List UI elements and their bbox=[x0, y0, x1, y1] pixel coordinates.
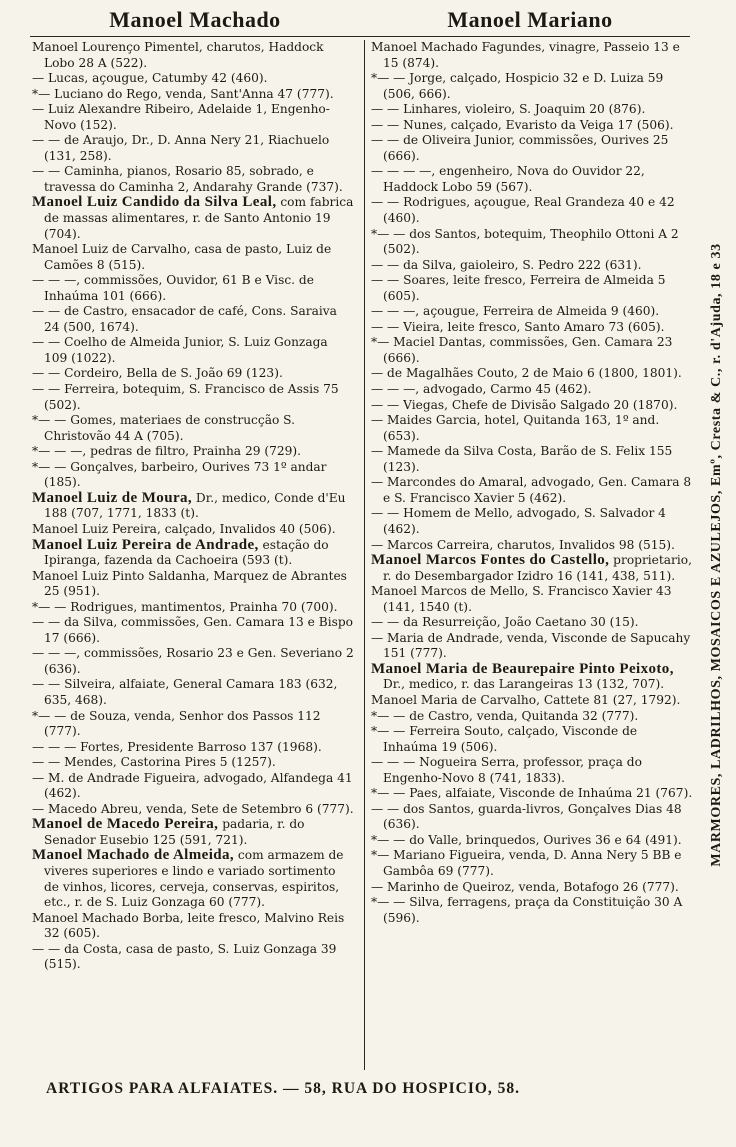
directory-entry bbox=[32, 911, 354, 942]
entry-text: *— — dos Santos, botequim, Theophilo Ottoni A 2 (502). bbox=[371, 226, 679, 257]
entry-text: — Macedo Abreu, venda, Sete de Setembro 6 (777). bbox=[32, 801, 354, 816]
entry-text: — — —, commissões, Ouvidor, 61 B e Visc. de Inhaúma 101 (666). bbox=[32, 273, 314, 303]
directory-entry bbox=[32, 600, 354, 616]
directory-entry bbox=[371, 320, 695, 336]
entry-text: padaria, r. do Senador Eusebio 125 (591, 721). bbox=[44, 817, 305, 847]
directory-entry bbox=[32, 771, 354, 802]
directory-entry bbox=[371, 444, 695, 475]
directory-entry bbox=[371, 164, 695, 195]
entry-text: — Maria de Andrade, venda, Visconde de Sapucahy 151 (777). bbox=[371, 630, 691, 661]
directory-entry bbox=[371, 786, 695, 802]
entry-text: — — —, commissões, Rosario 23 e Gen. Severiano 2 (636). bbox=[32, 646, 354, 676]
directory-entry bbox=[371, 133, 695, 164]
directory-entry bbox=[371, 227, 695, 258]
directory-entry bbox=[371, 118, 695, 134]
entry-text: *— — —, pedras de filtro, Prainha 29 (729). bbox=[32, 444, 301, 459]
entry-text: estação do Ipiranga, fazenda da Cachoeira (593 (t). bbox=[44, 537, 329, 568]
directory-entry bbox=[32, 460, 354, 491]
directory-entry bbox=[371, 71, 695, 102]
entry-text: Dr., medico, Conde d'Eu 188 (707, 1771, 1833 (t). bbox=[44, 490, 346, 521]
directory-entry bbox=[371, 475, 695, 506]
entry-text: Manoel Marcos de Mello, S. Francisco Xavier 43 (141, 1540 (t). bbox=[371, 584, 672, 614]
directory-entry bbox=[371, 398, 695, 414]
footer-advertisement: ARTIGOS PARA ALFAIATES. — 58, RUA DO HOSPICIO, 58. bbox=[46, 1080, 521, 1097]
directory-entry bbox=[371, 693, 695, 709]
directory-entry bbox=[32, 133, 354, 164]
entry-heading: Manoel de Macedo Pereira, bbox=[32, 816, 219, 833]
directory-entry bbox=[32, 677, 354, 708]
side-advertisement bbox=[700, 40, 734, 1070]
entry-text: — — — Fortes, Presidente Barroso 137 (1968). bbox=[32, 739, 322, 754]
directory-entry bbox=[32, 87, 354, 103]
directory-entry bbox=[371, 40, 695, 71]
directory-entry bbox=[32, 273, 354, 304]
entry-text: — — Rodrigues, açougue, Real Grandeza 40 e 42 (460). bbox=[371, 195, 675, 226]
entry-text: Manoel Lourenço Pimentel, charutos, Haddock Lobo 28 A (522). bbox=[32, 40, 324, 70]
entry-text: — Marcondes do Amaral, advogado, Gen. Camara 8 e S. Francisco Xavier 5 (462). bbox=[371, 475, 692, 505]
directory-entry bbox=[32, 755, 354, 771]
entry-text: — de Magalhães Couto, 2 de Maio 6 (1800, 1801). bbox=[371, 366, 682, 381]
entry-text: *— — Jorge, calçado, Hospicio 32 e D. Luiza 59 (506, 666). bbox=[371, 71, 664, 101]
entry-text: — — —, açougue, Ferreira de Almeida 9 (460). bbox=[371, 304, 660, 319]
directory-entry bbox=[371, 709, 695, 725]
entry-text: — — Nunes, calçado, Evaristo da Veiga 17 (506). bbox=[371, 117, 674, 132]
directory-entry bbox=[371, 366, 695, 382]
entry-text: Manoel Luiz Pereira, calçado, Invalidos 40 (506). bbox=[32, 521, 336, 536]
directory-entry bbox=[32, 569, 354, 600]
entry-text: — Lucas, açougue, Catumby 42 (460). bbox=[32, 71, 268, 86]
entry-text: — — de Araujo, Dr., D. Anna Nery 21, Riachuelo (131, 258). bbox=[32, 133, 330, 163]
directory-entry bbox=[371, 382, 695, 398]
entry-heading: Manoel Luiz de Moura, bbox=[32, 489, 193, 506]
entry-heading: Manoel Marcos Fontes do Castello, bbox=[371, 552, 610, 569]
directory-entry bbox=[32, 802, 354, 818]
entry-text: *— — Gomes, materiaes de construcção S. Christovão 44 A (705). bbox=[32, 413, 295, 443]
directory-entry bbox=[32, 40, 354, 71]
directory-entry bbox=[32, 382, 354, 413]
entry-text: *— — de Souza, venda, Senhor dos Passos 112 (777). bbox=[32, 708, 321, 739]
directory-entry bbox=[32, 848, 354, 910]
entry-text: *— — de Castro, venda, Quitanda 32 (777). bbox=[371, 708, 639, 723]
directory-entry bbox=[371, 273, 695, 304]
entry-text: com fabrica de massas alimentares, r. de Santo Antonio 19 (704). bbox=[44, 195, 354, 241]
entry-text: Manoel Machado Fagundes, vinagre, Passeio 13 e 15 (874). bbox=[371, 40, 680, 70]
entry-text: — — Viegas, Chefe de Divisão Salgado 20 (1870). bbox=[371, 397, 678, 412]
entry-text: — — da Costa, casa de pasto, S. Luiz Gonzaga 39 (515). bbox=[32, 941, 337, 972]
side-banner-text: MARMORES, LADRILHOS, MOSAICOS E AZULEJOS, Emº, Cresta & C., r. d'Ajuda, 18 e 33 bbox=[709, 243, 724, 867]
entry-text: — — dos Santos, guarda-livros, Gonçalves Dias 48 (636). bbox=[371, 801, 682, 832]
directory-entry bbox=[371, 538, 695, 554]
directory-entry bbox=[32, 942, 354, 973]
directory-entry bbox=[371, 755, 695, 786]
directory-entry bbox=[371, 615, 695, 631]
entry-text: — — Homem de Mello, advogado, S. Salvador 4 (462). bbox=[371, 506, 666, 536]
directory-entry bbox=[32, 817, 354, 848]
directory-entry bbox=[371, 506, 695, 537]
entry-heading: Manoel Maria de Beaurepaire Pinto Peixoto, bbox=[371, 660, 674, 677]
header-right: Manoel Mariano bbox=[447, 7, 613, 32]
directory-entry bbox=[32, 444, 354, 460]
directory-entry bbox=[32, 366, 354, 382]
entry-text: — — Coelho de Almeida Junior, S. Luiz Gonzaga 109 (1022). bbox=[32, 335, 328, 365]
directory-entry bbox=[371, 102, 695, 118]
entry-text: — — —, advogado, Carmo 45 (462). bbox=[371, 382, 592, 397]
directory-entry bbox=[371, 802, 695, 833]
directory-entry bbox=[371, 895, 695, 926]
entry-text: Manoel Luiz de Carvalho, casa de pasto, Luiz de Camões 8 (515). bbox=[32, 242, 332, 272]
entry-text: *— Maciel Dantas, commissões, Gen. Camara 23 (666). bbox=[371, 335, 673, 365]
entry-text: proprietario, r. do Desembargador Izidro 16 (141, 438, 511). bbox=[383, 553, 692, 583]
directory-entry bbox=[371, 258, 695, 274]
directory-entry bbox=[32, 522, 354, 538]
directory-entry bbox=[32, 615, 354, 646]
entry-text: *— — Gonçalves, barbeiro, Ourives 73 1º andar (185). bbox=[32, 459, 327, 490]
entry-text: — — de Castro, ensacador de café, Cons. Saraiva 24 (500, 1674). bbox=[32, 304, 337, 334]
entry-text: — — Linhares, violeiro, S. Joaquim 20 (876). bbox=[371, 102, 646, 117]
entry-text: — Luiz Alexandre Ribeiro, Adelaide 1, Engenho-Novo (152). bbox=[32, 102, 330, 132]
entry-text: *— — do Valle, brinquedos, Ourives 36 e 64 (491). bbox=[371, 832, 682, 847]
directory-entry bbox=[371, 553, 695, 584]
entry-text: *— Mariano Figueira, venda, D. Anna Nery 5 BB e Gambôa 69 (777). bbox=[371, 848, 682, 878]
directory-entry bbox=[32, 335, 354, 366]
directory-entry bbox=[32, 71, 354, 87]
entry-text: — — Caminha, pianos, Rosario 85, sobrado, e travessa do Caminha 2, Andarahy Grande (737). bbox=[32, 164, 343, 194]
directory-entry bbox=[371, 724, 695, 755]
right-column bbox=[371, 40, 695, 926]
directory-entry bbox=[371, 584, 695, 615]
entry-text: — Maides Garcia, hotel, Quitanda 163, 1º and. (653). bbox=[371, 413, 660, 443]
entry-text: *— Luciano do Rego, venda, Sant'Anna 47 (777). bbox=[32, 86, 334, 101]
directory-entry bbox=[371, 833, 695, 849]
directory-entry bbox=[371, 304, 695, 320]
column-divider bbox=[364, 40, 365, 1070]
entry-text: — — Cordeiro, Bella de S. João 69 (123). bbox=[32, 366, 283, 381]
directory-entry bbox=[32, 242, 354, 273]
directory-entry bbox=[371, 848, 695, 879]
entry-heading: Manoel Luiz Candido da Silva Leal, bbox=[32, 194, 277, 211]
left-column bbox=[32, 40, 354, 973]
entry-text: *— — Ferreira Souto, calçado, Visconde de Inhaúma 19 (506). bbox=[371, 724, 638, 754]
directory-entry bbox=[32, 709, 354, 740]
entry-text: — — da Silva, gaioleiro, S. Pedro 222 (631). bbox=[371, 257, 642, 272]
entry-text: — — — —, engenheiro, Nova do Ouvidor 22, Haddock Lobo 59 (567). bbox=[371, 164, 645, 194]
directory-entry bbox=[32, 304, 354, 335]
directory-entry bbox=[371, 880, 695, 896]
entry-text: Manoel Maria de Carvalho, Cattete 81 (27, 1792). bbox=[371, 692, 681, 707]
entry-text: — — da Resurreição, João Caetano 30 (15). bbox=[371, 615, 639, 630]
entry-text: — — Vieira, leite fresco, Santo Amaro 73 (605). bbox=[371, 319, 665, 334]
entry-text: — Marcos Carreira, charutos, Invalidos 98 (515). bbox=[371, 537, 675, 552]
entry-heading: Manoel Luiz Pereira de Andrade, bbox=[32, 536, 259, 553]
entry-text: — — da Silva, commissões, Gen. Camara 13 e Bispo 17 (666). bbox=[32, 615, 353, 645]
entry-text: com armazem de viveres superiores e lindo e variado sortimento de vinhos, licores, cerveja, conservas, espiritos, etc., r. de S. Luiz Gonzaga 60 (777). bbox=[44, 848, 344, 910]
entry-text: Manoel Machado Borba, leite fresco, Malvino Reis 32 (605). bbox=[32, 910, 345, 941]
directory-entry bbox=[32, 195, 354, 242]
entry-text: — — Soares, leite fresco, Ferreira de Almeida 5 (605). bbox=[371, 273, 666, 303]
directory-entry bbox=[371, 662, 695, 693]
directory-entry bbox=[371, 413, 695, 444]
directory-entry bbox=[32, 538, 354, 569]
directory-entry bbox=[32, 413, 354, 444]
entry-text: *— — Silva, ferragens, praça da Constituição 30 A (596). bbox=[371, 895, 683, 925]
entry-text: Manoel Luiz Pinto Saldanha, Marquez de Abrantes 25 (951). bbox=[32, 568, 347, 599]
entry-text: *— — Paes, alfaiate, Visconde de Inhaúma 21 (767). bbox=[371, 786, 693, 801]
entry-text: — — Ferreira, botequim, S. Francisco de Assis 75 (502). bbox=[32, 382, 339, 412]
directory-entry bbox=[32, 646, 354, 677]
entry-text: — Marinho de Queiroz, venda, Botafogo 26 (777). bbox=[371, 879, 679, 894]
directory-entry bbox=[32, 102, 354, 133]
directory-entry bbox=[371, 195, 695, 226]
directory-entry bbox=[32, 164, 354, 195]
entry-text: — — Silveira, alfaiate, General Camara 183 (632, 635, 468). bbox=[32, 677, 338, 707]
entry-heading: Manoel Machado de Almeida, bbox=[32, 847, 235, 864]
entry-text: — M. de Andrade Figueira, advogado, Alfandega 41 (462). bbox=[32, 770, 353, 801]
directory-entry bbox=[32, 740, 354, 756]
directory-entry bbox=[371, 631, 695, 662]
entry-text: — Mamede da Silva Costa, Barão de S. Felix 155 (123). bbox=[371, 444, 673, 474]
directory-entry bbox=[371, 335, 695, 366]
entry-text: Dr., medico, r. das Larangeiras 13 (132, 707). bbox=[383, 677, 665, 692]
entry-text: — — de Oliveira Junior, commissões, Ourives 25 (666). bbox=[371, 133, 669, 163]
directory-entry bbox=[32, 491, 354, 522]
entry-text: — — Mendes, Castorina Pires 5 (1257). bbox=[32, 755, 276, 770]
entry-text: — — — Nogueira Serra, professor, praça do Engenho-Novo 8 (741, 1833). bbox=[371, 755, 642, 785]
entry-text: *— — Rodrigues, mantimentos, Prainha 70 (700). bbox=[32, 599, 338, 614]
header-rule bbox=[30, 36, 690, 37]
header-left: Manoel Machado bbox=[109, 7, 281, 32]
